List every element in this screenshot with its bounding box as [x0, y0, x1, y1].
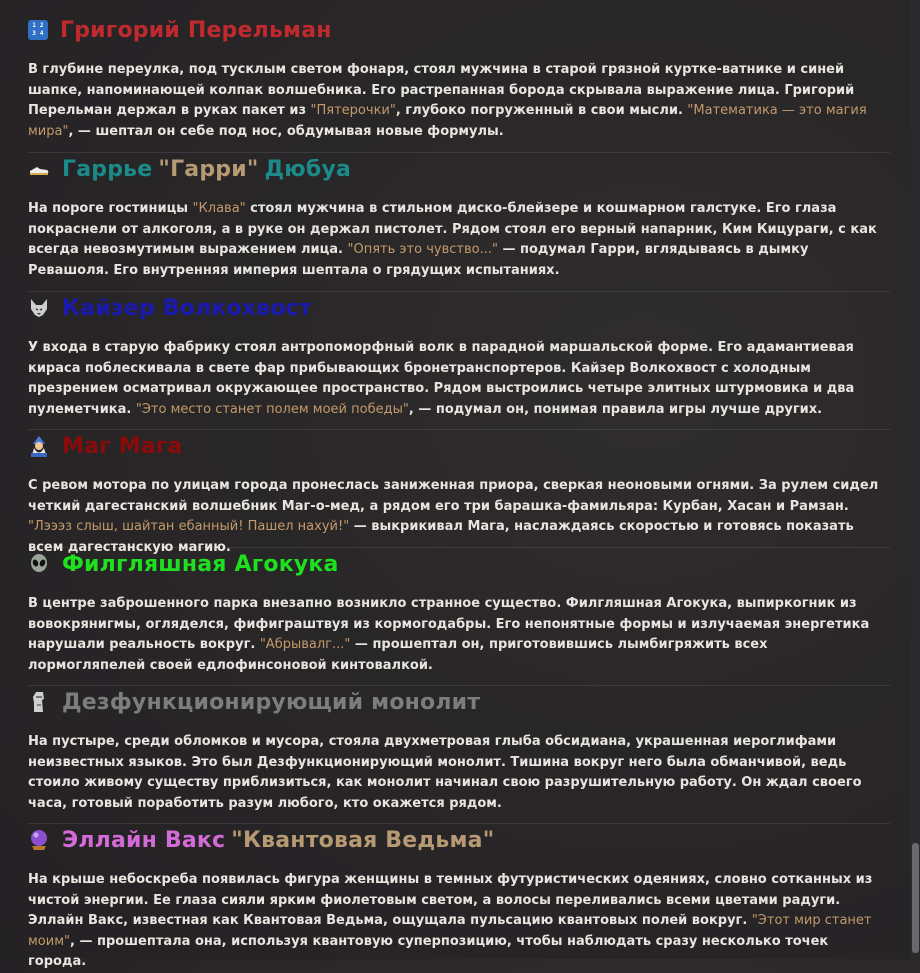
character-entry-mag: [28, 430, 888, 558]
description-text: , — прошептала она, используя квантовую суперпозицию, чтобы наблюдать сразу несколько точек города.: [28, 933, 829, 969]
character-header: [28, 686, 888, 718]
description-text: В глубине переулка, под тусклым светом фонаря, стоял мужчина в старой грязной куртке-ватнике и синей шапке, напоминающей колпак волшебника. Его растрепанная борода скрывала выражение лица. Григорий Перельман держал в руках пакет из: [28, 62, 855, 118]
wolf-icon: [28, 297, 50, 319]
description-quote: "Математика — это магия мира": [28, 103, 867, 139]
character-entry-kaiser: [28, 292, 888, 420]
scrollbar-thumb[interactable]: [912, 843, 919, 953]
character-header: [28, 548, 888, 580]
description-text: В центре заброшенного парка внезапно возникло странное существо. Филгляшная Агокука, выпиркогник из вовокрянигмы, огляделся, фифиграштвуя из кормогодабры. Его непонятные формы и излучаемая энергетика нарушали реальность вокруг.: [28, 596, 870, 652]
character-entry-monolith: [28, 686, 888, 814]
character-description: [28, 199, 888, 281]
description-text: На крыше небоскреба появилась фигура женщины в темных футуристических одеяниях, словно сотканных из чистой энергии. Ее глаза сияли ярким фиолетовым светом, а волосы переливались всеми цветами радуги. Эллайн Вакс, известная как Квантовая Ведьма, ощущала пульсацию квантовых полей вокруг.: [28, 872, 873, 928]
description-text: , — подумал он, понимая правила игры лучше других.: [408, 401, 823, 417]
crystal-ball-icon: [28, 829, 50, 851]
character-name: Гаррье: [62, 156, 153, 182]
description-quote: "Этот мир станет моим": [28, 913, 872, 949]
shoe-icon: [28, 158, 50, 180]
character-name: Филгляшная Агокука: [62, 551, 339, 577]
character-name: Эллайн Вакс: [62, 827, 226, 853]
character-nickname: "Гарри": [158, 156, 259, 182]
description-text: , глубоко погруженный в свои мысли.: [395, 103, 688, 118]
character-name: Кайзер Волкохвост: [62, 295, 312, 321]
character-entry-perelman: [28, 14, 888, 142]
numbers-icon: 1 2 3 4: [28, 20, 48, 40]
description-quote: "Абрывалг...": [259, 637, 351, 652]
character-header: [28, 824, 888, 856]
description-text: У входа в старую фабрику стоял антропоморфный волк в парадной маршальской форме. Его адамантиевая кираса поблескивала в свете фар прибывающих бронетранспортеров. Кайзер Волкохвост с холодным презрением осматривал окружающее пространство. Рядом выстроились четыре элитных штурмовика и два пулеметчика.: [28, 340, 855, 417]
description-quote: "Лэээз слыш, шайтан ебанный! Пашел нахуй!": [28, 519, 350, 534]
character-entry-ellain: [28, 824, 888, 973]
description-text: , — шептал он себе под нос, обдумывая новые формулы.: [68, 123, 504, 139]
character-description: [28, 476, 888, 558]
character-description: [28, 338, 888, 420]
character-surname: Дюбуа: [264, 156, 352, 182]
description-text: — подумал Гарри, вглядываясь в дымку Ревашоля. Его внутренняя империя шептала о грядущих испытаниях.: [28, 242, 809, 278]
character-header: [28, 430, 888, 462]
character-description: [28, 870, 888, 973]
description-quote: "Пятерочки": [310, 103, 396, 118]
character-description: [28, 732, 888, 814]
description-text: На пороге гостиницы: [28, 201, 193, 216]
description-text: На пустыре, среди обломков и мусора, стояла двухметровая глыба обсидиана, украшенная иероглифами неизвестных языков. Это был Дезфункционирующий монолит. Тишина вокруг него была обманчивой, ведь стоило живому существу приблизиться, как монолит начинал свою разрушительную работу. Он ждал своего часа, готовый поработить разум любого, кто окажется рядом.: [28, 734, 862, 811]
mage-icon: [28, 435, 50, 457]
description-text: — прошептал он, приготовившись лымбигряжить всех лормогляпелей своей едлофинсоновой кинтовалкой.: [28, 637, 768, 673]
character-header: [28, 292, 888, 324]
description-text: стоял мужчина в стильном диско-блейзере и кошмарном галстуке. Его глаза покраснели от алкоголя, а в руке он держал пистолет. Рядом стоял его верный напарник, Ким Кицураги, с как всегда невозмутимым выражением лица.: [28, 201, 877, 257]
character-name: Дезфункционирующий монолит: [62, 689, 481, 715]
description-quote: "Опять это чувство...": [347, 242, 498, 257]
character-entry-garry: [28, 153, 888, 281]
character-name: Григорий Перельман: [60, 17, 332, 43]
page-scrollbar[interactable]: [910, 0, 920, 959]
moai-icon: [28, 691, 50, 713]
description-quote: "Это место станет полем моей победы": [135, 401, 409, 417]
character-name: Маг Мага: [62, 433, 183, 459]
character-description: [28, 60, 888, 142]
description-text: С ревом мотора по улицам города пронеслась заниженная приора, сверкая неоновыми огнями. За рулем сидел четкий дагестанский волшебник Маг-о-мед, а рядом его три барашка-фамильяра: Курбан, Хасан и Рамзан.: [28, 478, 879, 514]
character-header: [28, 14, 888, 46]
alien-icon: [28, 553, 50, 575]
description-quote: "Клава": [192, 201, 246, 216]
character-title: "Квантовая Ведьма": [231, 827, 495, 853]
character-entry-filg: [28, 548, 888, 676]
description-text: — выкрикивал Мага, наслаждаясь скоростью и готовясь показать всем дагестанскую магию.: [28, 519, 854, 555]
character-header: [28, 153, 888, 185]
character-description: [28, 594, 888, 676]
